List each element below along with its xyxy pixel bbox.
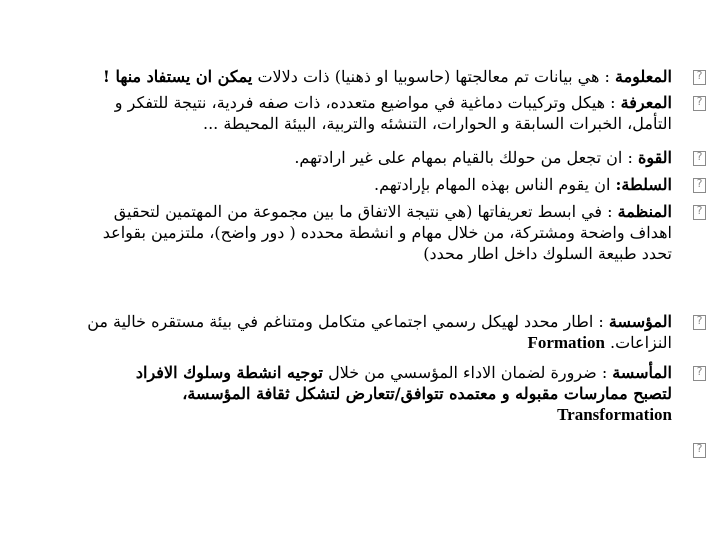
term-label: المنظمة [617, 202, 672, 221]
definition-text: ضرورة لضمان الاداء المؤسسي من خلال [323, 363, 597, 382]
definition-text: التأمل، الخبرات السابقة و الحوارات، التنشئه والتربية، البيئة المحيطة ... [203, 114, 672, 133]
bullet-box-icon [693, 96, 706, 111]
separator: : [596, 363, 613, 382]
definition-text: هي بيانات تم معالجتها (حاسوبيا او ذهنيا) ذات دلالات [252, 67, 600, 86]
definition-information [22, 66, 672, 87]
definition-emphasis: يمكن ان يستفاد منها ! [102, 67, 253, 86]
term-label: المؤسسة [608, 312, 672, 331]
definition-text: في ابسط تعريفاتها (هي نتيجة الاتفاق ما بين مجموعة من المهتمين لتحقيق [113, 202, 603, 221]
definition-knowledge [22, 92, 672, 134]
definition-text: اهداف واضحة ومشتركة، من خلال مهام و انشطة محدده ( دور واضح)، ملتزمين بقواعد [102, 223, 672, 242]
definition-text: هيكل وتركيبات دماغية في مواضيع متعدده، ذات صفه فردية، نتيجة للتفكر و [114, 93, 606, 112]
separator: : [599, 67, 615, 86]
definition-text: اطار محدد لهيكل رسمي اجتماعي متكامل ومتناغم في بيئة مستقره خالية من [87, 312, 594, 331]
definition-text: ان يقوم الناس بهذه المهام بإرادتهم. [373, 175, 611, 194]
term-label: المعرفة [620, 93, 672, 112]
definition-text: ان تجعل من حولك بالقيام بمهام على غير ارادتهم. [294, 148, 623, 167]
latin-term: Transformation [557, 405, 672, 424]
separator: : [622, 148, 638, 167]
bullet-box-icon [693, 151, 706, 166]
definition-institutionalization [22, 362, 672, 425]
definition-authority [22, 174, 672, 195]
definition-emphasis: لتصبح ممارسات مقبوله و معتمده تتوافق/تتعارض لتشكل ثقافة المؤسسة، [182, 384, 672, 403]
bullet-box-icon [693, 366, 706, 381]
bullet-box-icon [693, 443, 706, 458]
separator: : [605, 93, 621, 112]
separator: : [602, 202, 618, 221]
term-label: السلطة: [615, 175, 672, 194]
definition-organization [22, 201, 672, 264]
bullet-box-icon [693, 205, 706, 220]
definition-text: النزاعات. [610, 333, 672, 352]
separator: : [593, 312, 609, 331]
definition-emphasis: توجيه انشطة وسلوك الافراد [135, 363, 324, 382]
bullet-box-icon [693, 315, 706, 330]
definition-power [22, 147, 672, 168]
definition-institution [22, 311, 672, 353]
term-label: القوة [637, 148, 672, 167]
bullet-box-icon [693, 70, 706, 85]
latin-term: Formation [527, 333, 605, 352]
term-label: المعلومة [615, 67, 672, 86]
definition-text: تحدد طبيعة السلوك داخل اطار محدد) [423, 244, 672, 263]
term-label: المأسسة [612, 363, 672, 382]
bullet-box-icon [693, 178, 706, 193]
